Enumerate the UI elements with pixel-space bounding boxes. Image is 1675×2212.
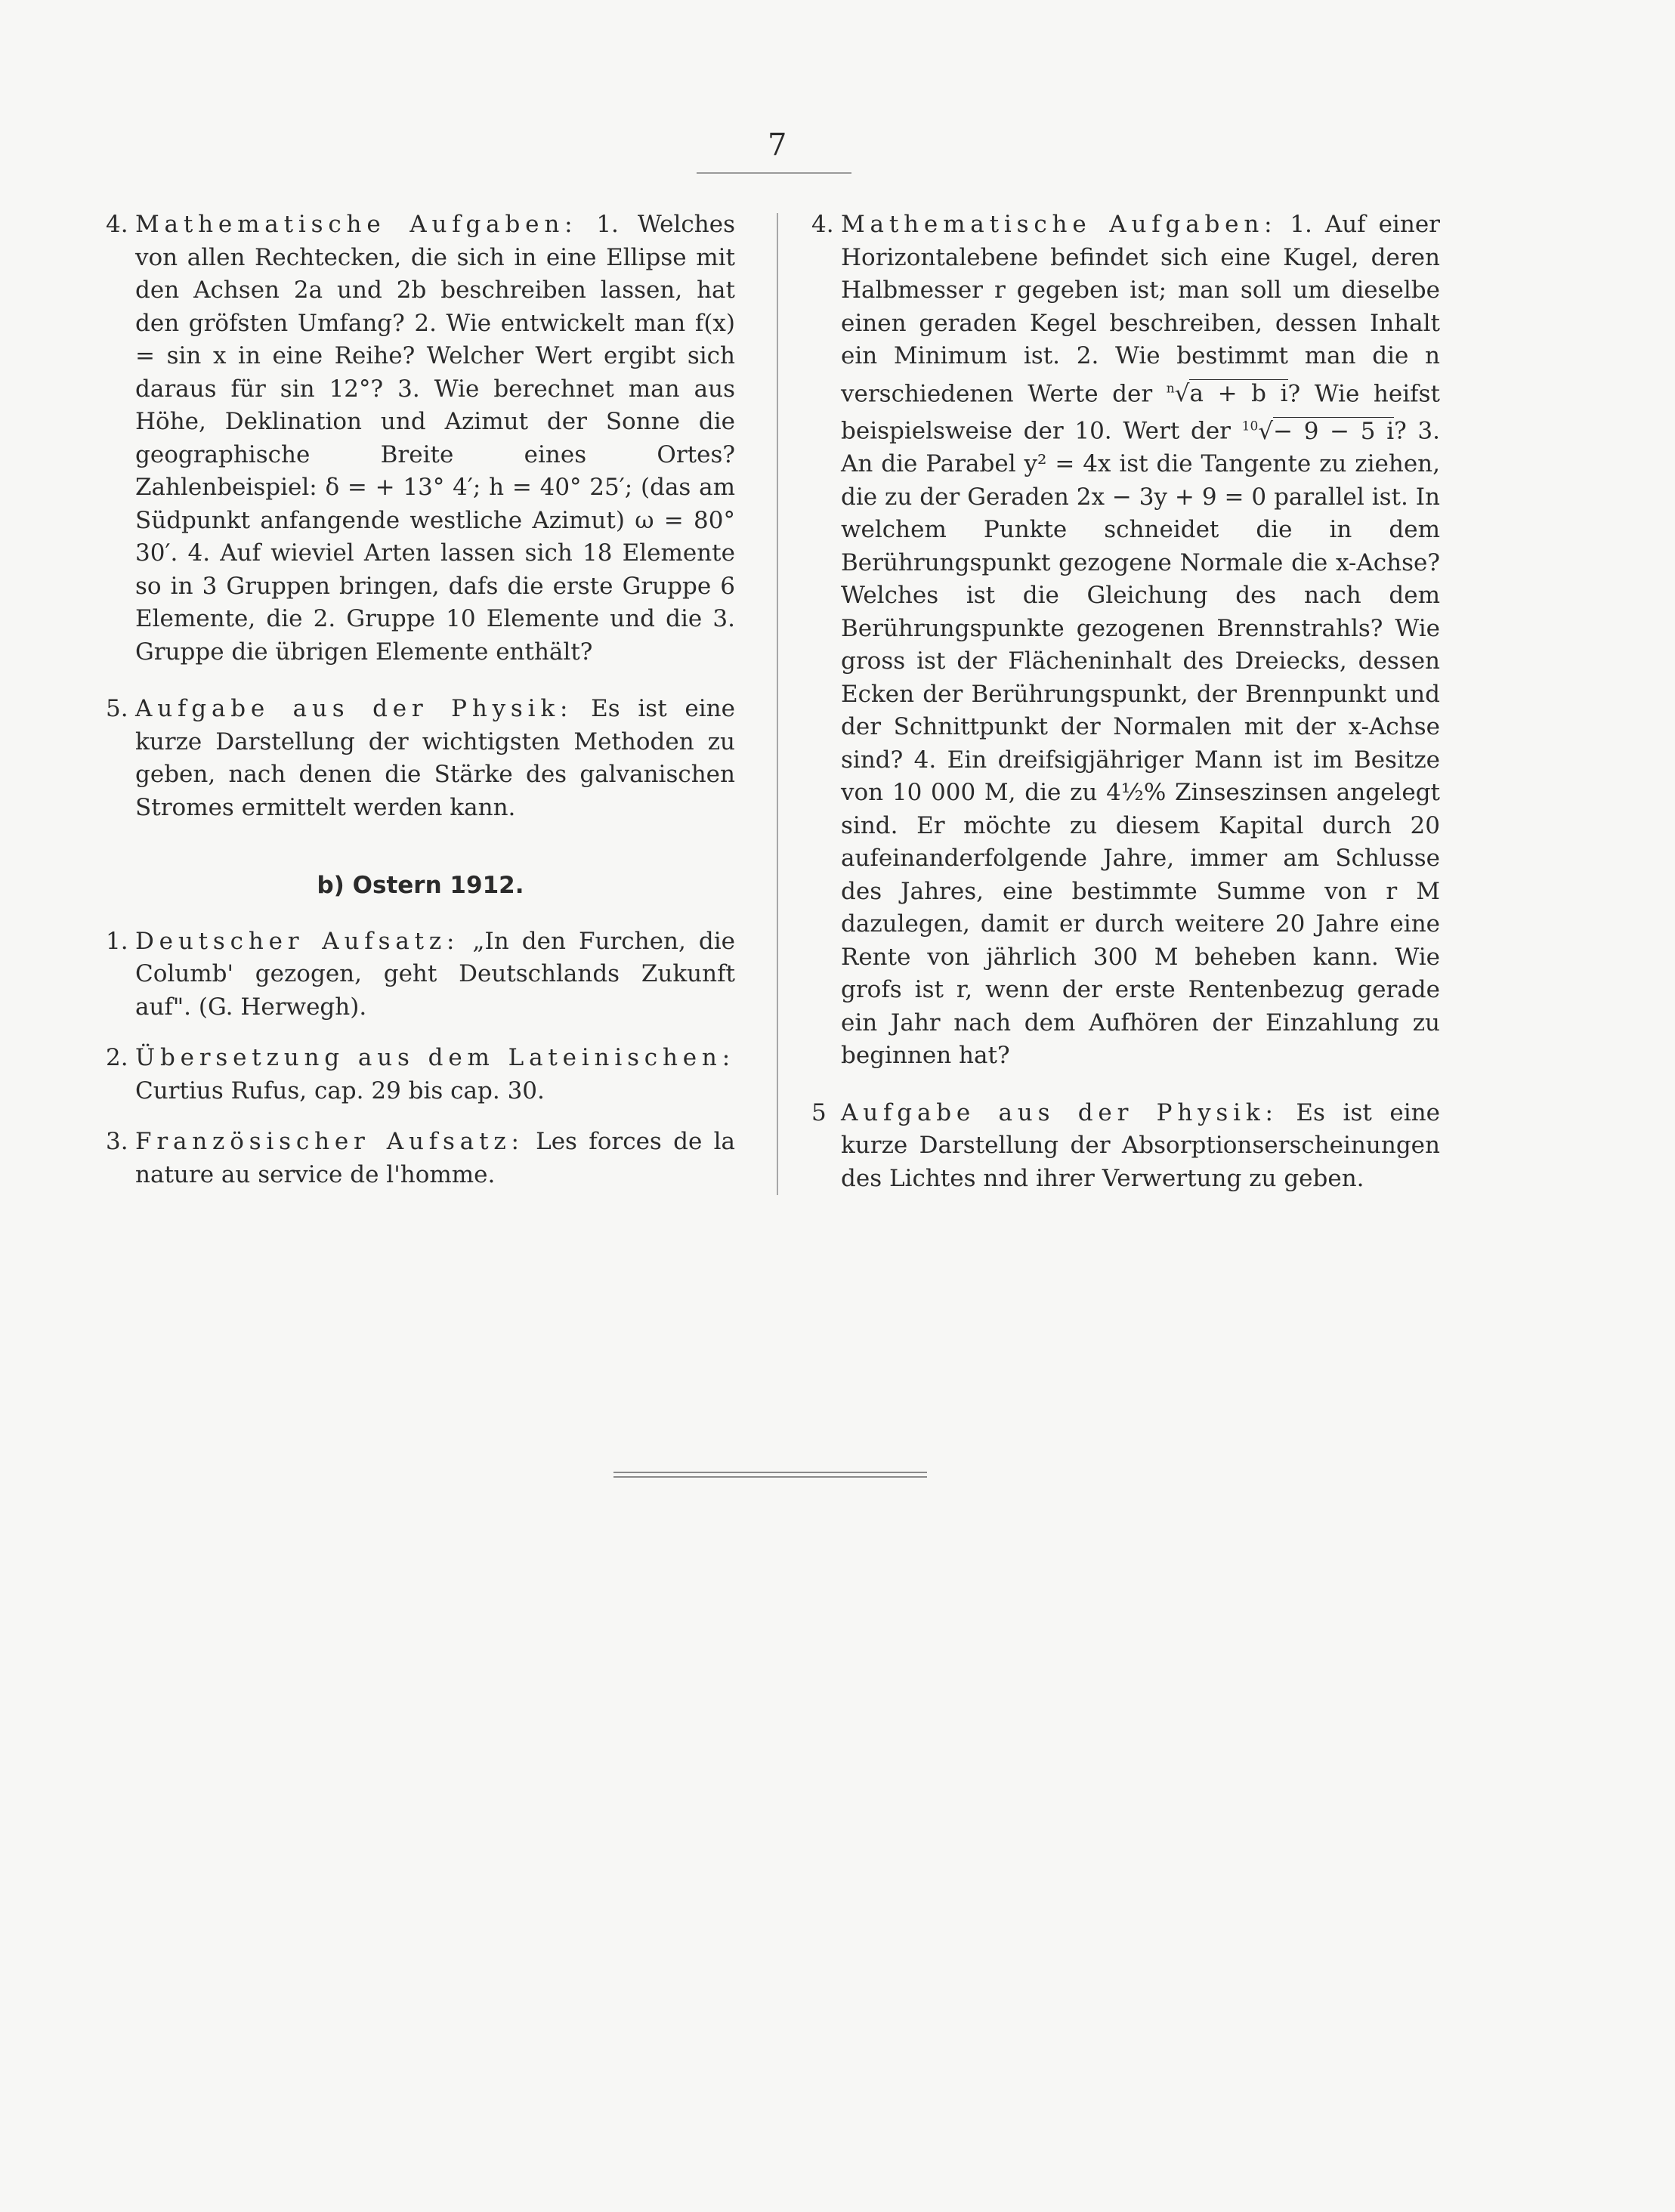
item-text: ? Wie heifst beispielsweise der 10. Wert der xyxy=(841,379,1440,445)
item-text: Les forces de la nature au service de l'homme. xyxy=(135,1128,736,1188)
header-rule xyxy=(697,172,851,174)
right-column xyxy=(811,209,1440,1195)
item-label: Französischer Aufsatz: xyxy=(135,1128,524,1155)
item-text: Es ist eine kurze Darstellung der Absorptionserscheinungen des Lichtes nnd ihrer Verwertung zu geben. xyxy=(841,1098,1440,1192)
item-number: 4. xyxy=(811,211,834,238)
right-item-physics xyxy=(811,1097,1440,1196)
item-text: Es ist eine kurze Darstellung der wichtigsten Methoden zu geben, nach denen die Stärke des galvanischen Stromes ermittelt werden kann. xyxy=(135,695,735,821)
root-index: n xyxy=(1166,381,1175,397)
item-text: ? 3. An die Parabel y² = 4x ist die Tangente zu ziehen, die zu der Geraden 2x − 3y + 9 = 0 parallel ist. In welchem Punkte schneidet die in dem Berührungspunkt gezogene Normale die x-Achse? Welches ist die Gleichung des nach dem Berührungspunkte gezogenen Brennstrahls? Wie gross ist der Flächeninhalt des Dreiecks, dessen Ecken der Berührungspunkt, der Brennpunkt und der Schnittpunkt der Normalen mit der x-Achse sind? 4. Ein dreifsigjähriger Mann ist im Besitze von 10 000 M, die zu 4½% Zinseszinsen angelegt sind. Er möchte zu diesem Kapital durch 20 aufeinanderfolgende Jahre, immer am Schlusse des Jahres, eine bestimmte Summe von r M dazulegen, damit er durch weitere 20 Jahre eine Rente von jährlich 300 M beheben kann. Wie grofs ist r, wenn der erste Rentenbezug gerade ein Jahr nach dem Aufhören der Einzahlung zu beginnen hat? xyxy=(841,417,1440,1070)
item-label: Mathematische Aufgaben: xyxy=(841,211,1278,238)
footer-rule xyxy=(613,1472,927,1478)
item-text: Curtius Rufus, cap. 29 bis cap. 30. xyxy=(135,1077,545,1104)
section-item-german xyxy=(106,925,735,1024)
root-expression-1: $^n$√a + b i xyxy=(1166,379,1288,407)
section-item-french xyxy=(106,1126,735,1191)
item-text: „In den Furchen, die Columb' gezogen, geht Deutschlands Zukunft auf". (G. Herwegh). xyxy=(135,927,735,1021)
item-label: Deutscher Aufsatz: xyxy=(135,927,460,955)
root-index: 10 xyxy=(1241,419,1259,434)
item-number: 1. xyxy=(106,927,128,955)
item-text: 1. Auf einer Horizontalebene befindet sich eine Kugel, deren Halbmesser r gegeben ist; man soll um dieselbe einen geraden Kegel beschreiben, dessen Inhalt ein Minimum ist. 2. Wie bestimmt man die n verschiedenen Werte der xyxy=(841,211,1440,407)
item-label: Übersetzung aus dem Lateinischen: xyxy=(135,1044,735,1071)
item-number: 4. xyxy=(106,211,128,238)
column-divider xyxy=(777,213,778,1195)
item-number: 2. xyxy=(106,1044,128,1071)
item-label: Aufgabe aus der Physik: xyxy=(135,695,573,722)
left-column xyxy=(106,209,735,1191)
item-number: 5. xyxy=(106,695,128,722)
section-item-latin xyxy=(106,1042,735,1108)
root-radicand: − 9 − 5 i xyxy=(1273,417,1395,445)
left-item-physics xyxy=(106,693,735,824)
section-heading: b) Ostern 1912. xyxy=(317,872,524,899)
root-expression-2: $^{10}$√− 9 − 5 i xyxy=(1241,417,1395,445)
left-item-math xyxy=(106,209,735,669)
right-item-math xyxy=(811,209,1440,1073)
item-text: 1. Welches von allen Rechtecken, die sich in eine Ellipse mit den Achsen 2a und 2b beschreiben lassen, hat den gröfsten Umfang? 2. Wie entwickelt man f(x) = sin x in eine Reihe? Welcher Wert ergibt sich daraus für sin 12°? 3. Wie berechnet man aus Höhe, Deklination und Azimut der Sonne die geographische Breite eines Ortes? Zahlenbeispiel: δ = + 13° 4′; h = 40° 25′; (das am Südpunkt anfangende westliche Azimut) ω = 80° 30′. 4. Auf wieviel Arten lassen sich 18 Elemente so in 3 Gruppen bringen, dafs die erste Gruppe 6 Elemente, die 2. Gruppe 10 Elemente und die 3. Gruppe die übrigen Elemente enthält? xyxy=(135,211,735,666)
item-label: Mathematische Aufgaben: xyxy=(135,211,578,238)
item-number: 5 xyxy=(811,1098,827,1126)
page-number: 7 xyxy=(768,128,787,162)
item-label: Aufgabe aus der Physik: xyxy=(841,1098,1278,1126)
item-number: 3. xyxy=(106,1128,128,1155)
root-radicand: a + b i xyxy=(1189,379,1288,407)
